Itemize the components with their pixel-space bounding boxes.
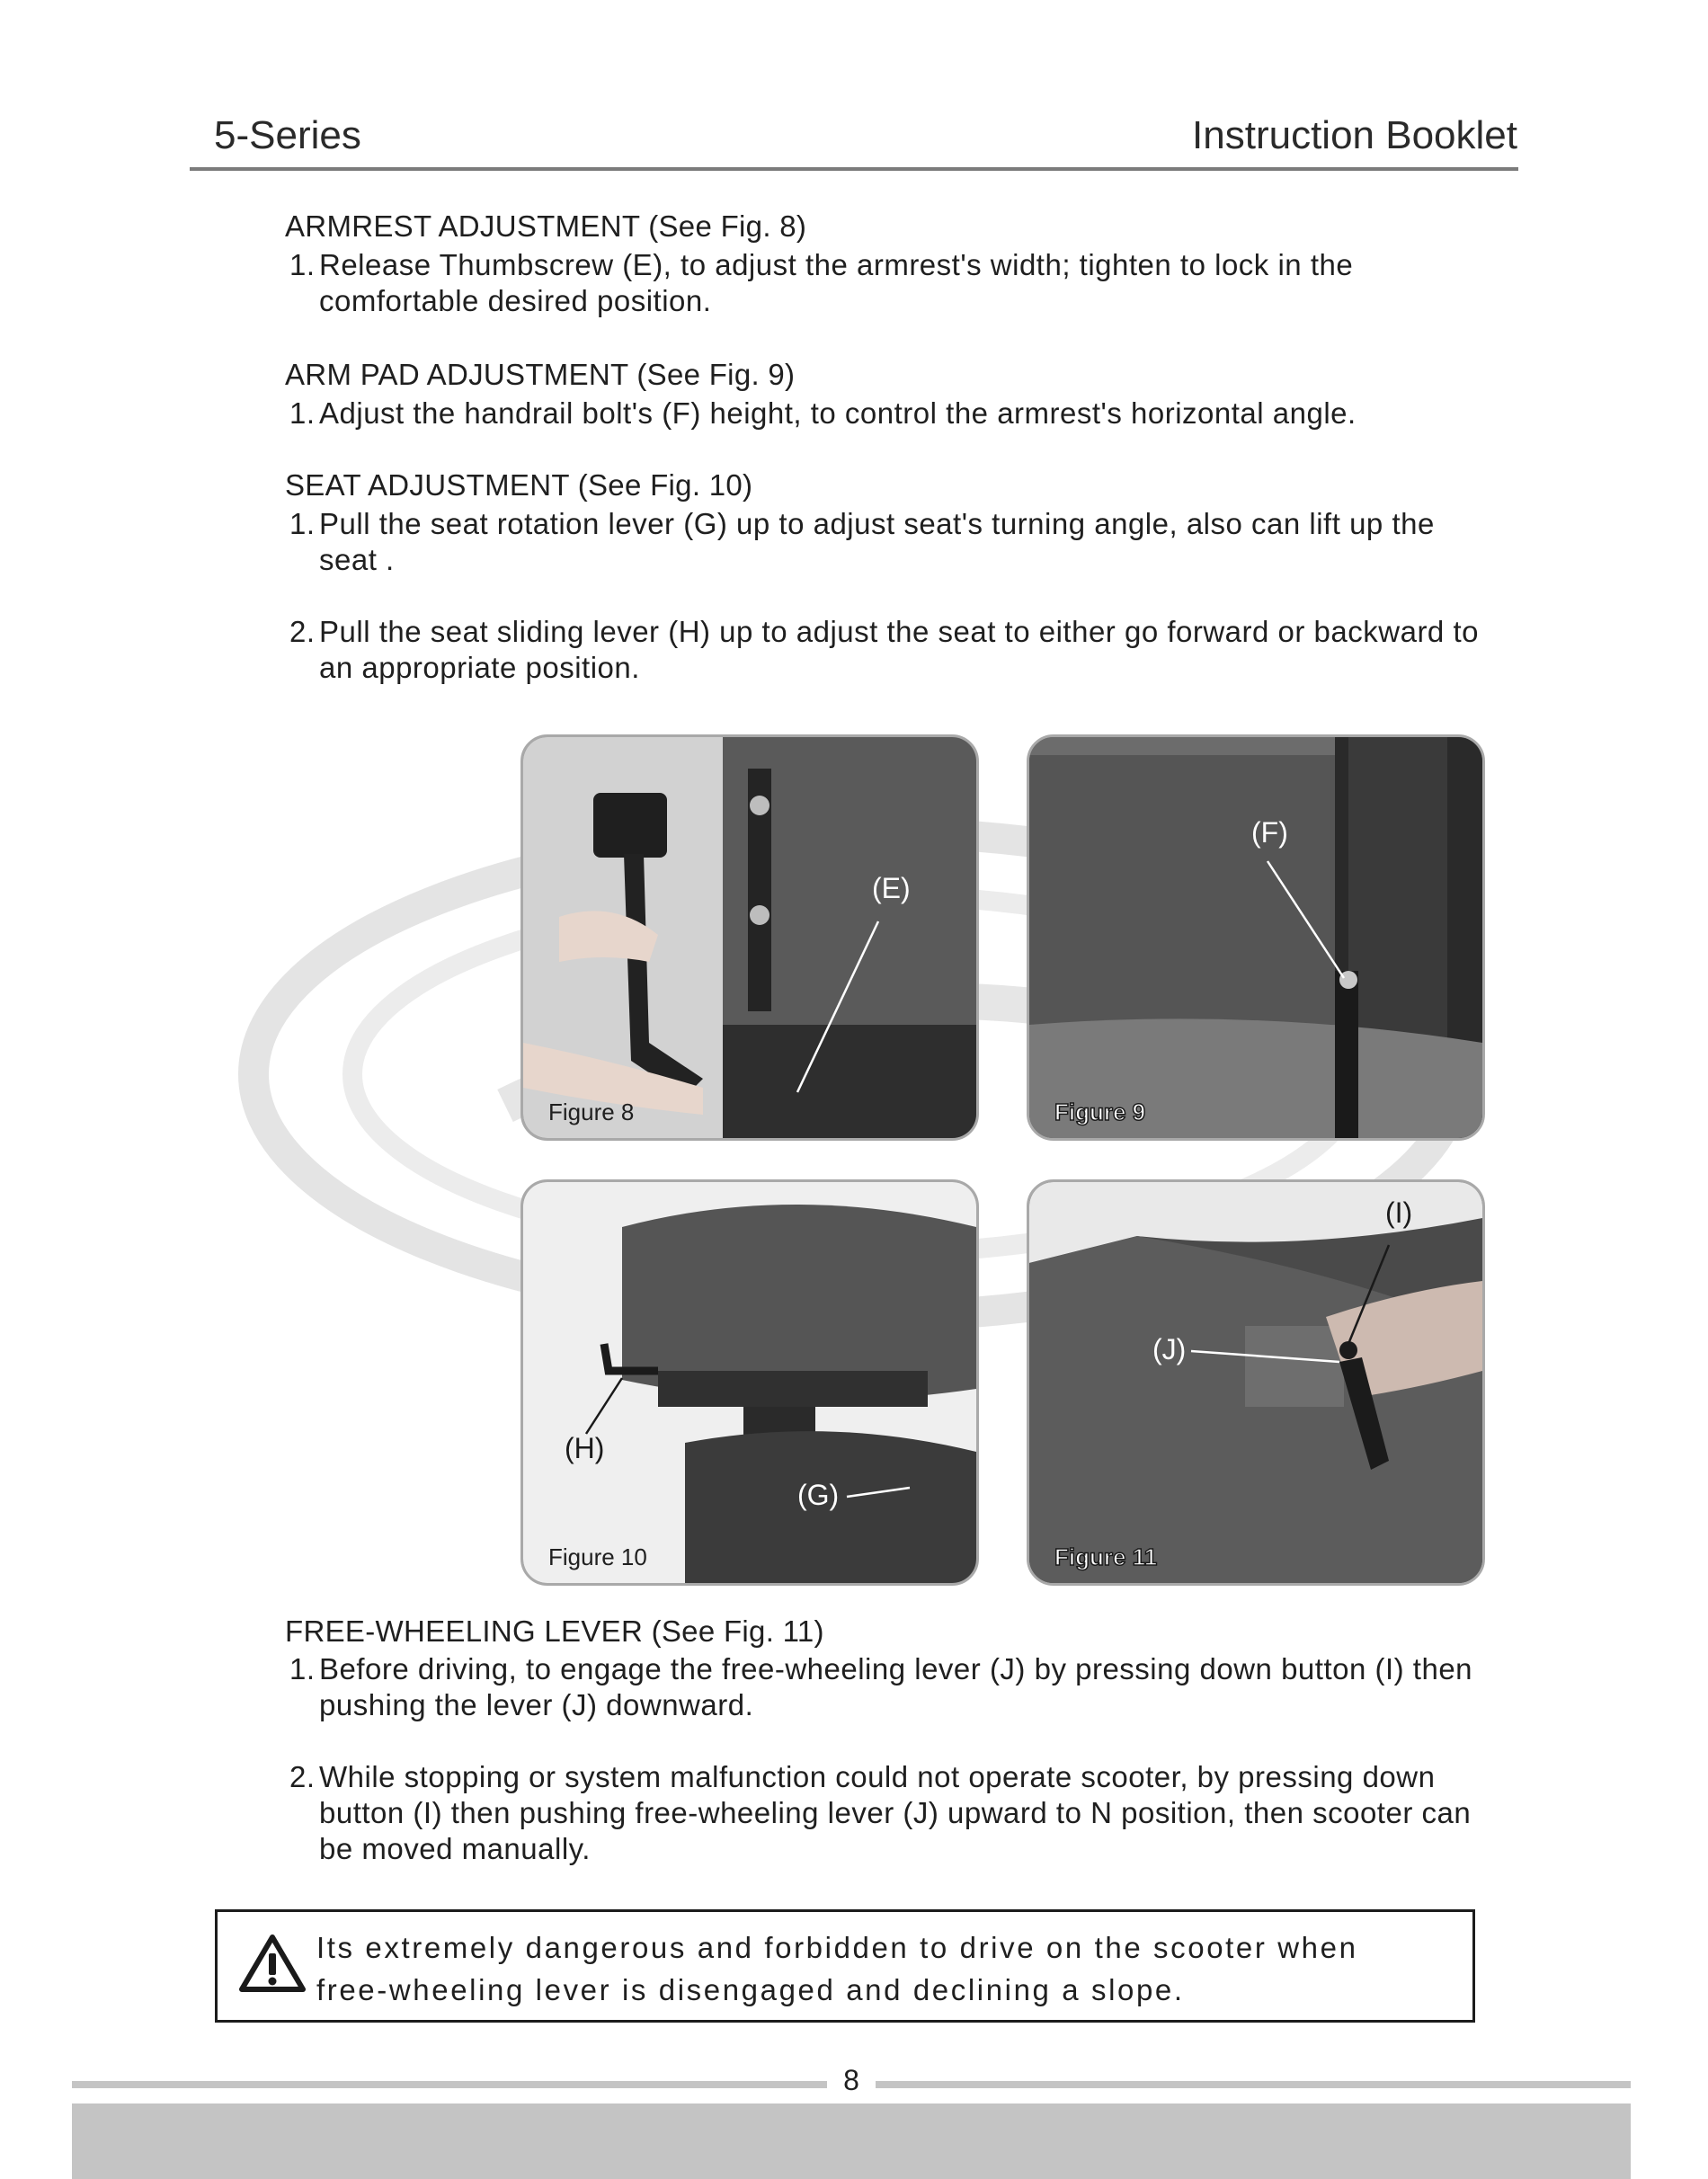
label-j: (J) — [1152, 1333, 1187, 1365]
figure-10 — [520, 1179, 979, 1586]
figure-caption: Figure 11 — [1054, 1543, 1158, 1570]
figure-caption: Figure 10 — [548, 1543, 647, 1570]
page-number: 8 — [843, 2064, 859, 2096]
section-arm-pad — [285, 357, 1485, 431]
item-number: 1. — [289, 396, 316, 430]
figure-11 — [1027, 1179, 1485, 1586]
section-armrest — [285, 209, 1485, 319]
footer-band — [72, 2103, 1631, 2179]
section-seat — [285, 467, 1485, 686]
header-series-title: 5-Series — [214, 113, 361, 157]
free-wheeling-lever-photo — [1029, 1182, 1482, 1583]
section-title: ARMREST ADJUSTMENT (See Fig. 8) — [285, 209, 807, 243]
footer-rule-left — [72, 2081, 827, 2088]
item-text: Release Thumbscrew (E), to adjust the armrest's width; tighten to lock in the comfortable desired position. — [319, 248, 1354, 317]
list-item — [285, 506, 1485, 578]
warning-line-1: Its extremely dangerous and forbidden to drive on the scooter when — [316, 1931, 1358, 1964]
section-title: ARM PAD ADJUSTMENT (See Fig. 9) — [285, 358, 796, 391]
warning-triangle-icon — [239, 1934, 306, 1993]
item-text: Adjust the handrail bolt's (F) height, to control the armrest's horizontal angle. — [319, 396, 1357, 430]
item-number: 1. — [289, 248, 316, 281]
header-rule — [190, 167, 1518, 171]
label-e: (E) — [872, 872, 911, 904]
list-item — [285, 396, 1485, 431]
item-text: Before driving, to engage the free-wheeling lever (J) by pressing down button (I) then pushing the lever (J) downward. — [319, 1652, 1473, 1721]
list-item — [285, 1759, 1485, 1867]
list-item — [285, 1651, 1485, 1723]
warning-box — [215, 1909, 1475, 2023]
header-booklet-title: Instruction Booklet — [1192, 113, 1517, 157]
arm-pad-photo — [1029, 737, 1482, 1138]
armrest-photo — [523, 737, 976, 1138]
figure-caption: Figure 9 — [1054, 1098, 1146, 1125]
section-free-wheeling — [285, 1614, 1485, 1867]
label-h: (H) — [565, 1432, 605, 1464]
figure-8 — [520, 734, 979, 1141]
item-number: 2. — [289, 615, 316, 648]
item-number: 1. — [289, 1652, 316, 1685]
footer-rule-right — [876, 2081, 1631, 2088]
label-i: (I) — [1385, 1196, 1413, 1229]
label-g: (G) — [797, 1479, 840, 1511]
item-text: While stopping or system malfunction could not operate scooter, by pressing down button (I) then pushing free-wheeling lever (J) upward to N position, then scooter can be moved manually. — [319, 1760, 1472, 1865]
section-title: SEAT ADJUSTMENT (See Fig. 10) — [285, 468, 753, 502]
item-text: Pull the seat sliding lever (H) up to adjust the seat to either go forward or backward to an appropriate position. — [319, 615, 1479, 684]
list-item — [285, 247, 1485, 319]
label-f: (F) — [1251, 816, 1288, 849]
list-item — [285, 614, 1485, 686]
item-number: 2. — [289, 1760, 316, 1793]
figure-caption: Figure 8 — [548, 1098, 635, 1125]
item-text: Pull the seat rotation lever (G) up to adjust seat's turning angle, also can lift up the seat . — [319, 507, 1435, 576]
seat-photo — [523, 1182, 976, 1583]
warning-text — [316, 1926, 1358, 2011]
item-number: 1. — [289, 507, 316, 540]
figure-9 — [1027, 734, 1485, 1141]
warning-line-2: free-wheeling lever is disengaged and declining a slope. — [316, 1973, 1185, 2006]
section-title: FREE-WHEELING LEVER (See Fig. 11) — [285, 1614, 824, 1648]
